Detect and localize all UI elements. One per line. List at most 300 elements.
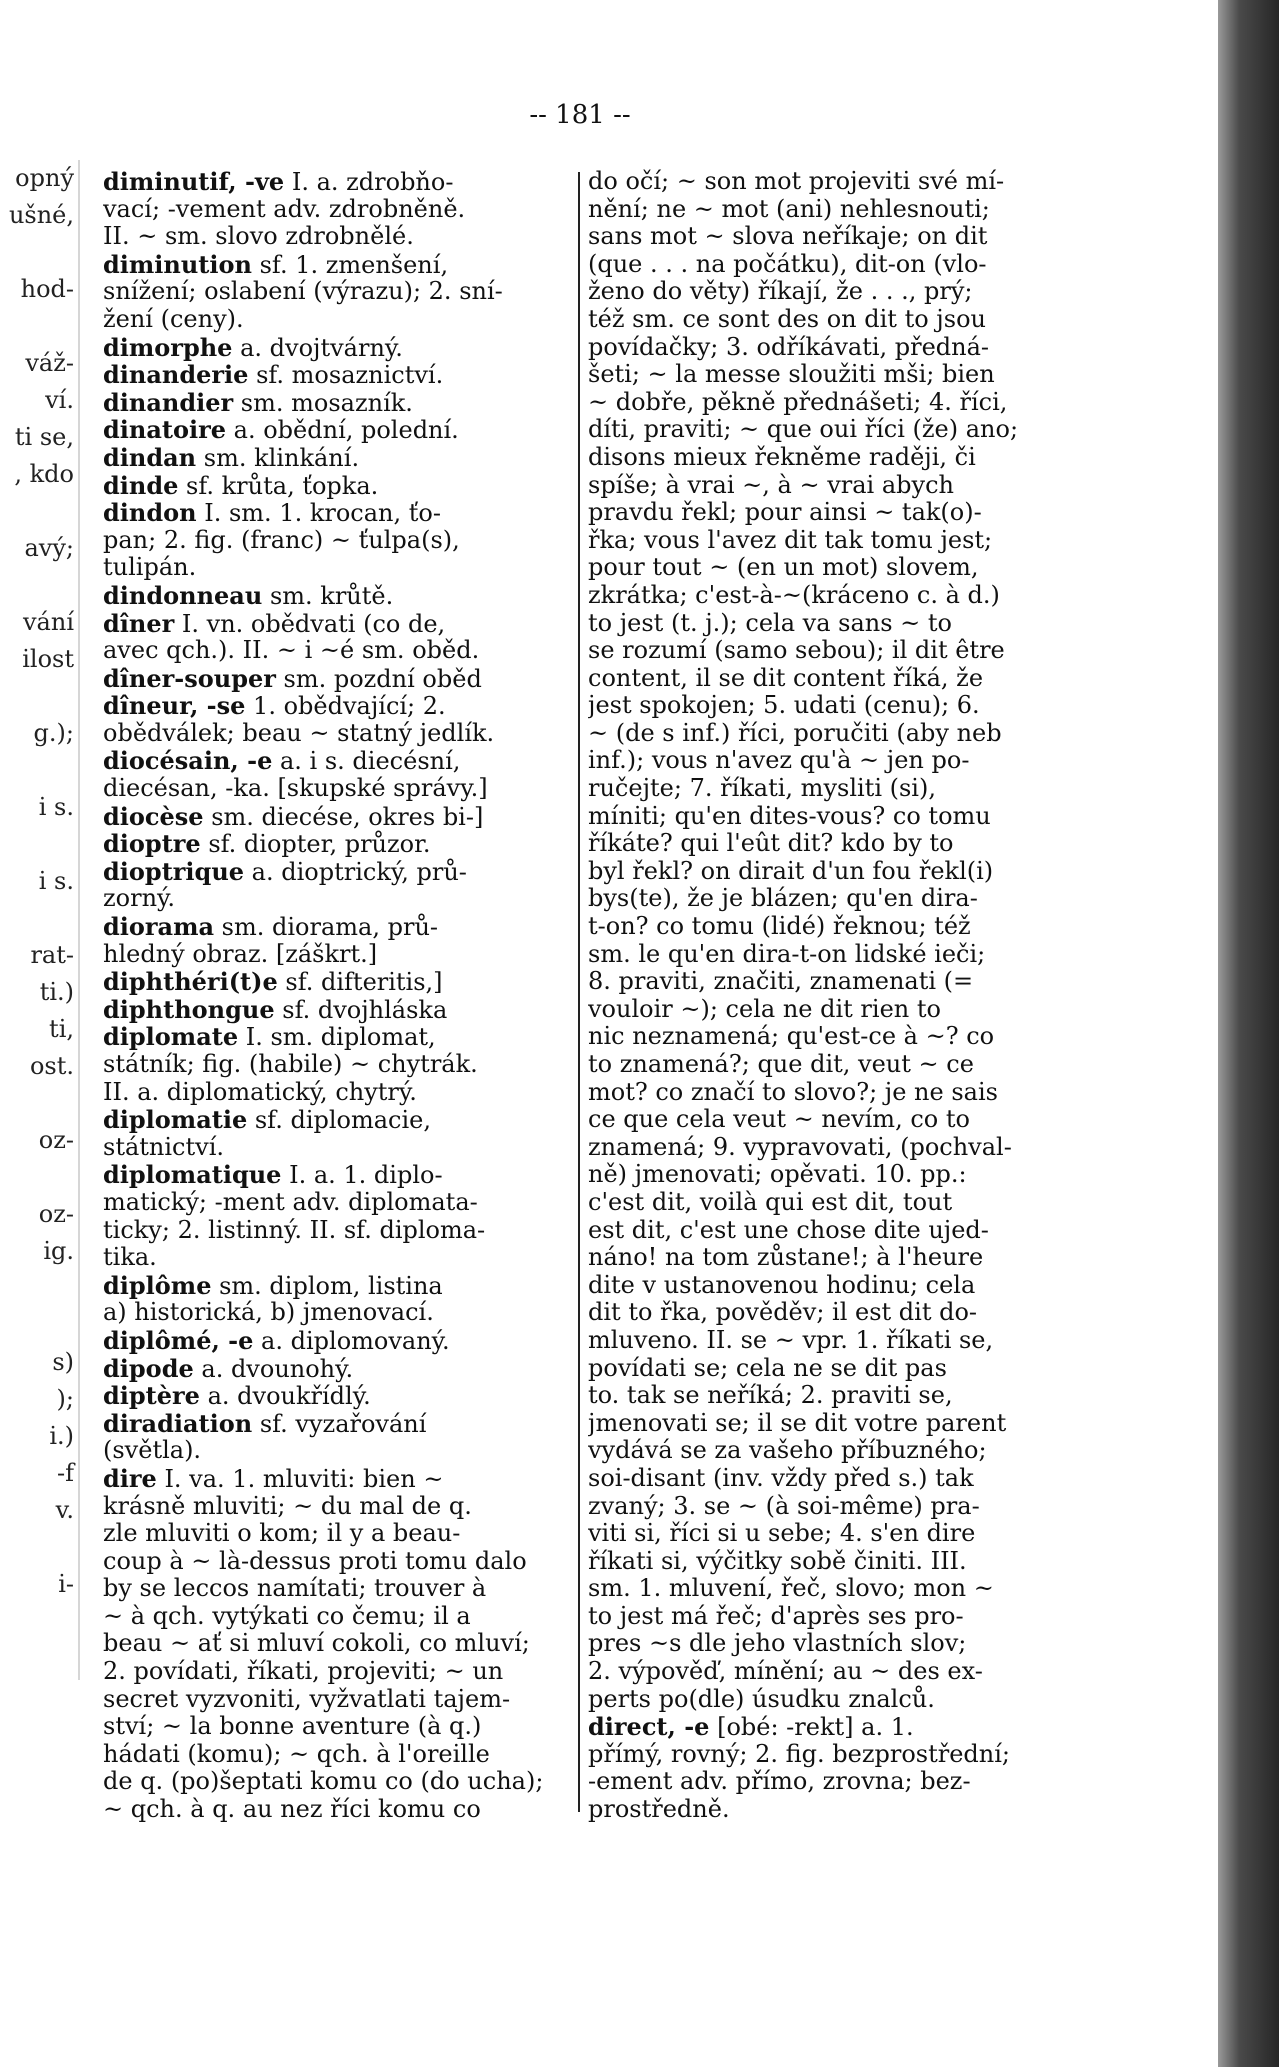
entry-text: byl řekl? on dirait d'un fou řekl(i) — [588, 856, 994, 885]
entry-text: pour tout ~ (en un mot) slovem, — [588, 553, 979, 582]
entry-line — [103, 1051, 573, 1079]
previous-page-fragment: v. — [55, 1496, 74, 1524]
previous-page-fragment: g.); — [33, 719, 74, 747]
entry-line — [103, 830, 573, 858]
headword: diphthéri(t)e — [103, 967, 278, 997]
entry-text: sm. 1. mluvení, řeč, slovo; mon ~ — [588, 1574, 994, 1603]
headword: dire — [103, 1463, 157, 1493]
entry-line — [588, 885, 1068, 913]
entry-text: ticky; 2. listinný. II. sf. diploma- — [103, 1215, 486, 1244]
previous-page-fragment — [0, 1640, 78, 1677]
entry-text: sf. diplomacie, — [247, 1106, 432, 1135]
entry-text: a. dvoukřídlý. — [199, 1382, 371, 1411]
entry-text: vouloir ~); cela ne dit rien to — [588, 994, 941, 1023]
entry-text: soi-disant (inv. vždy před s.) tak — [588, 1463, 974, 1492]
entry-text: [obé: -rekt] a. 1. — [709, 1713, 914, 1742]
headword: diorama — [103, 912, 215, 942]
entry-text: tulipán. — [103, 553, 197, 582]
entry-line — [103, 582, 573, 610]
entry-line — [103, 692, 573, 720]
entry-text: zvaný; 3. se ~ (à soi-même) pra- — [588, 1491, 980, 1520]
entry-line — [588, 1713, 1068, 1741]
headword: dîner-souper — [103, 663, 276, 693]
previous-page-fragment — [0, 900, 78, 937]
entry-text: obědválek; beau ~ statný jedlík. — [103, 718, 495, 747]
right-column — [588, 168, 1068, 1824]
entry-line — [588, 1189, 1068, 1217]
entry-line — [103, 637, 573, 665]
entry-line — [588, 1630, 1068, 1658]
entry-text: I. vn. obědvati (co de, — [174, 609, 446, 638]
entry-line — [588, 196, 1068, 224]
entry-text: hádati (komu); ~ qch. à l'oreille — [103, 1739, 490, 1768]
entry-line — [588, 1161, 1068, 1189]
entry-text: de q. (po)šeptati komu co (do ucha); — [103, 1767, 544, 1796]
entry-text: též sm. ce sont des on dit to jsou — [588, 304, 986, 333]
entry-text: jmenovati se; il se dit votre parent — [588, 1408, 1007, 1437]
entry-text: šeti; ~ la messe sloužiti mši; bien — [588, 360, 995, 389]
entry-line — [588, 527, 1068, 555]
entry-line — [588, 278, 1068, 306]
entry-text: II. ~ sm. slovo zdrobnělé. — [103, 222, 414, 251]
entry-text: sm. le qu'en dira-t-on lidské ieči; — [588, 939, 986, 968]
previous-page-fragment: ti.) — [39, 978, 74, 1006]
left-column — [103, 168, 573, 1824]
entry-text: matický; -ment adv. diplomata- — [103, 1187, 478, 1216]
entry-line — [103, 1493, 573, 1521]
scan-edge — [1218, 0, 1279, 2067]
entry-text: bys(te), že je blázen; qu'en dira- — [588, 884, 978, 913]
entry-text: t-on? co tomu (lidé) řeknou; též — [588, 912, 971, 941]
headword: diocésain, -e — [103, 746, 273, 776]
entry-line — [588, 1217, 1068, 1245]
entry-line — [103, 1465, 573, 1493]
headword: diplôme — [103, 1270, 212, 1300]
entry-text: krásně mluviti; ~ du mal de q. — [103, 1491, 472, 1520]
entry-line — [103, 610, 573, 638]
previous-page-fragment — [0, 567, 78, 604]
entry-text: 2. výpověď, mínění; au ~ des ex- — [588, 1657, 983, 1686]
entry-line — [103, 720, 573, 748]
entry-line — [103, 1327, 573, 1355]
entry-text: I. va. 1. mluviti: bien ~ — [156, 1464, 444, 1493]
previous-page-fragment: oz- — [38, 1126, 74, 1154]
previous-page-fragment: hod- — [20, 275, 74, 303]
entry-text: sf. mosaznictví. — [248, 361, 444, 390]
entry-text: povídati se; cela ne se dit pas — [588, 1353, 947, 1382]
previous-page-fragment: ilost — [22, 645, 74, 673]
previous-page-fragment: ); — [56, 1385, 74, 1413]
entry-line — [103, 361, 573, 389]
headword: dioptre — [103, 829, 201, 859]
entry-text: to jest má řeč; d'après ses pro- — [588, 1601, 964, 1630]
entry-line — [103, 1548, 573, 1576]
entry-text: prostředně. — [588, 1795, 730, 1824]
entry-text: snížení; oslabení (výrazu); 2. sní- — [103, 277, 503, 306]
entry-line — [103, 1382, 573, 1410]
entry-line — [103, 1741, 573, 1769]
entry-text: by se leccos namítati; trouver à — [103, 1574, 487, 1603]
entry-text: I. sm. diplomat, — [238, 1023, 436, 1052]
entry-text: mluveno. II. se ~ vpr. 1. říkati se, — [588, 1325, 994, 1354]
entry-text: ~ (de s inf.) říci, poručiti (aby neb — [588, 718, 1002, 747]
entry-line — [103, 1768, 573, 1796]
entry-line — [588, 1741, 1068, 1769]
entry-text: povídačky; 3. odříkávati, předná- — [588, 332, 990, 361]
previous-page-fragment: váž- — [25, 349, 74, 377]
entry-text: 2. povídati, říkati, projeviti; ~ un — [103, 1657, 504, 1686]
entry-line — [103, 885, 573, 913]
entry-text: sf. krůta, ťopka. — [178, 471, 379, 500]
entry-text: říkáte? qui l'eût dit? kdo by to — [588, 829, 954, 858]
entry-text: znamená; 9. vypravovati, (pochval- — [588, 1132, 1012, 1161]
entry-text: ručejte; 7. říkati, mysliti (si), — [588, 774, 936, 803]
entry-line — [588, 499, 1068, 527]
previous-page-fragment: ost. — [29, 1052, 74, 1080]
entry-text: státník; fig. (habile) ~ chytrák. — [103, 1050, 478, 1078]
headword: diphthongue — [103, 994, 275, 1024]
entry-text: vací; -vement adv. zdrobněně. — [103, 194, 466, 223]
entry-line — [103, 1658, 573, 1686]
entry-text: (que . . . na počátku), dit-on (vlo- — [588, 249, 987, 278]
entry-line — [588, 1437, 1068, 1465]
entry-text: secret vyzvoniti, vyžvatlati tajem- — [103, 1684, 511, 1713]
entry-text: 1. obědvající; 2. — [245, 692, 446, 721]
headword: diplomatie — [103, 1105, 248, 1135]
headword: dindan — [103, 442, 197, 472]
entry-text: coup à ~ là-dessus proti tomu dalo — [103, 1546, 527, 1575]
entry-text: avec qch.). II. ~ i ~é sm. oběd. — [103, 636, 480, 665]
entry-line — [588, 472, 1068, 500]
entry-text: sm. mosazník. — [233, 388, 413, 417]
entry-line — [588, 1796, 1068, 1824]
entry-line — [588, 1051, 1068, 1079]
entry-text: sf. difteritis,] — [277, 968, 443, 997]
entry-text: sans mot ~ slova neříkaje; on dit — [588, 222, 988, 251]
entry-line — [103, 527, 573, 555]
entry-text: disons mieux řekněme raději, či — [588, 442, 976, 471]
entry-text: nění; ne ~ mot (ani) nehlesnouti; — [588, 194, 990, 223]
previous-page-fragment: ti se, — [14, 423, 74, 451]
entry-line — [103, 996, 573, 1024]
entry-text: ně) jmenovati; opěvati. 10. pp.: — [588, 1160, 967, 1189]
entry-text: ~ à qch. vytýkati co čemu; il a — [103, 1601, 471, 1630]
entry-text: c'est dit, voilà qui est dit, tout — [588, 1187, 953, 1216]
entry-text: dit to řka, pověděv; il est dit do- — [588, 1298, 978, 1327]
entry-line — [103, 1410, 573, 1438]
entry-text: to. tak se neříká; 2. praviti se, — [588, 1381, 953, 1410]
entry-line — [103, 1630, 573, 1658]
entry-line — [588, 334, 1068, 362]
entry-line — [588, 1327, 1068, 1355]
entry-text: a. obědní, polední. — [226, 416, 459, 445]
entry-text: I. a. zdrobňo- — [284, 168, 454, 196]
entry-line — [588, 1548, 1068, 1576]
entry-text: sm. krůtě. — [262, 581, 394, 610]
previous-page-fragment — [0, 752, 78, 789]
headword: dindon — [103, 498, 197, 528]
entry-line — [588, 747, 1068, 775]
previous-page-fragment: ti, — [49, 1015, 74, 1043]
entry-line — [588, 775, 1068, 803]
entry-text: říkati si, výčitky sobě činiti. III. — [588, 1546, 967, 1575]
entry-text: náno! na tom zůstane!; à l'heure — [588, 1243, 984, 1272]
headword: dipode — [103, 1353, 194, 1383]
entry-line — [588, 168, 1068, 196]
entry-text: a. dioptrický, prů- — [244, 857, 467, 886]
entry-text: perts po(dle) úsudku znalců. — [588, 1684, 935, 1713]
entry-text: I. sm. 1. krocan, ťo- — [196, 499, 441, 528]
entry-line — [588, 1575, 1068, 1603]
entry-line — [588, 665, 1068, 693]
entry-line — [588, 1686, 1068, 1714]
entry-line — [103, 747, 573, 775]
entry-line — [588, 1355, 1068, 1383]
previous-page-fragment: , kdo — [14, 460, 74, 488]
headword: dindonneau — [103, 580, 263, 610]
entry-text: zkrátka; c'est-à-~(kráceno c. à d.) — [588, 580, 1000, 609]
entry-line — [588, 720, 1068, 748]
entry-line — [103, 554, 573, 582]
entry-text: diecésan, -ka. [skupské správy.] — [103, 774, 488, 803]
previous-page-fragment — [0, 1085, 78, 1122]
previous-page-fragment — [0, 1307, 78, 1344]
previous-page-fragment: i.) — [49, 1422, 74, 1450]
entry-line — [588, 1768, 1068, 1796]
entry-line — [588, 913, 1068, 941]
entry-line — [103, 334, 573, 362]
page-number: -- 181 -- — [529, 100, 631, 130]
entry-text: mot? co značí to slovo?; je ne sais — [588, 1077, 998, 1106]
previous-page-fragment — [0, 1603, 78, 1640]
entry-line — [588, 361, 1068, 389]
entry-line — [103, 168, 573, 196]
headword: dinanderie — [103, 360, 249, 390]
previous-page-fragment: i- — [58, 1570, 74, 1598]
entry-line — [103, 1134, 573, 1162]
entry-text: spíše; à vrai ~, à ~ vrai abych — [588, 470, 954, 499]
entry-line — [588, 251, 1068, 279]
previous-page-fragment — [0, 493, 78, 530]
entry-text: zorný. — [103, 884, 176, 913]
previous-page-fragment: ušné, — [8, 201, 74, 229]
entry-text: žení (ceny). — [103, 304, 244, 333]
entry-text: a. i s. diecésní, — [272, 747, 461, 776]
entry-text: -ement adv. přímo, zrovna; bez- — [588, 1767, 971, 1796]
entry-line — [588, 1244, 1068, 1272]
entry-text: ~ qch. à q. au nez říci komu co — [103, 1795, 481, 1824]
entry-line — [103, 251, 573, 279]
entry-line — [588, 223, 1068, 251]
headword: diminutif, -ve — [103, 168, 285, 196]
headword: dimorphe — [103, 332, 233, 362]
entry-text: do očí; ~ son mot projeviti své mí- — [588, 168, 1005, 195]
entry-text: (světla). — [103, 1436, 202, 1465]
entry-text: hledný obraz. [záškrt.] — [103, 939, 378, 968]
entry-text: jest spokojen; 5. udati (cenu); 6. — [588, 691, 980, 720]
column-divider — [578, 172, 580, 1812]
entry-line — [588, 1106, 1068, 1134]
entry-text: ce que cela veut ~ nevím, co to — [588, 1105, 970, 1134]
entry-text: míniti; qu'en dites-vous? co tomu — [588, 801, 991, 830]
entry-line — [588, 858, 1068, 886]
entry-line — [103, 1686, 573, 1714]
headword: diplomate — [103, 1022, 239, 1052]
entry-line — [588, 941, 1068, 969]
entry-text: sf. diopter, průzor. — [200, 830, 431, 859]
previous-page-fragment: ví. — [45, 386, 74, 414]
entry-line — [588, 996, 1068, 1024]
entry-text: to znamená?; que dit, veut ~ ce — [588, 1050, 974, 1078]
entry-line — [103, 941, 573, 969]
entry-line — [588, 692, 1068, 720]
entry-text: viti si, říci si u sebe; 4. s'en dire — [588, 1519, 976, 1548]
previous-page-fragment — [0, 234, 78, 271]
entry-line — [103, 1355, 573, 1383]
entry-line — [103, 1520, 573, 1548]
entry-text: pravdu řekl; pour ainsi ~ tak(o)- — [588, 498, 982, 527]
entry-line — [103, 1437, 573, 1465]
entry-text: vydává se za vašeho příbuzného; — [588, 1436, 987, 1465]
entry-line — [588, 830, 1068, 858]
entry-text: I. a. 1. diplo- — [281, 1161, 443, 1190]
previous-page-fragment: rat- — [30, 941, 74, 969]
entry-text: přímý, rovný; 2. fig. bezprostřední; — [588, 1739, 1010, 1768]
headword: dîner — [103, 608, 175, 638]
entry-line — [103, 1106, 573, 1134]
entry-line — [103, 1023, 573, 1051]
entry-line — [588, 1493, 1068, 1521]
headword: dîneur, -se — [103, 691, 246, 721]
previous-page-fragment — [0, 1529, 78, 1566]
previous-page-fragment: opný — [15, 164, 74, 192]
previous-page-fragment — [0, 308, 78, 345]
entry-line — [103, 1189, 573, 1217]
entry-text: sf. 1. zmenšení, — [251, 250, 449, 279]
entry-text: nic neznamená; qu'est-ce à ~? co — [588, 1022, 995, 1051]
entry-line — [103, 472, 573, 500]
headword: dinde — [103, 470, 179, 500]
entry-text: tika. — [103, 1243, 157, 1272]
entry-line — [588, 1658, 1068, 1686]
entry-line — [588, 582, 1068, 610]
entry-line — [588, 1079, 1068, 1107]
entry-text: inf.); vous n'avez qu'à ~ jen po- — [588, 746, 970, 775]
entry-text: sf. vyzařování — [252, 1409, 427, 1438]
headword: direct, -e — [588, 1712, 710, 1742]
entry-line — [588, 1603, 1068, 1631]
previous-page-fragment — [0, 678, 78, 715]
headword: diplomatique — [103, 1160, 282, 1190]
entry-line — [103, 1079, 573, 1107]
previous-page-fragment — [0, 1270, 78, 1307]
previous-page-fragment: ig. — [43, 1237, 74, 1265]
entry-line — [103, 1603, 573, 1631]
entry-line — [103, 416, 573, 444]
entry-line — [588, 389, 1068, 417]
entry-line — [103, 444, 573, 472]
entry-line — [103, 223, 573, 251]
entry-line — [103, 1713, 573, 1741]
entry-line — [103, 1217, 573, 1245]
previous-page-fragment: i s. — [38, 793, 74, 821]
entry-text: a) historická, b) jmenovací. — [103, 1298, 434, 1327]
entry-line — [103, 1244, 573, 1272]
entry-text: se rozumí (samo sebou); il dit être — [588, 636, 1005, 665]
entry-line — [103, 499, 573, 527]
entry-text: státnictví. — [103, 1132, 224, 1161]
entry-line — [588, 416, 1068, 444]
entry-text: ství; ~ la bonne aventure (à q.) — [103, 1712, 482, 1741]
entry-line — [103, 665, 573, 693]
headword: diplômé, -e — [103, 1325, 254, 1355]
entry-text: pres ~s dle jeho vlastních slov; — [588, 1629, 967, 1658]
previous-page-fragment — [0, 826, 78, 863]
previous-page-fragment: avý; — [24, 534, 74, 562]
headword: diptère — [103, 1381, 200, 1411]
headword: dioptrique — [103, 856, 245, 886]
entry-text: II. a. diplomatický, chytrý. — [103, 1077, 417, 1106]
entry-line — [103, 858, 573, 886]
entry-line — [588, 306, 1068, 334]
entry-line — [103, 913, 573, 941]
previous-page-fragment: vání — [23, 608, 74, 636]
entry-line — [588, 1023, 1068, 1051]
entry-text: sm. diecése, okres bi-] — [203, 802, 484, 831]
previous-page-fragment: s) — [52, 1348, 74, 1376]
previous-page-fragment: i s. — [38, 867, 74, 895]
entry-text: 8. praviti, značiti, znamenati (= — [588, 967, 974, 996]
entry-line — [588, 444, 1068, 472]
entry-text: a. diplomovaný. — [253, 1326, 450, 1355]
entry-text: pan; 2. fig. (franc) ~ ťulpa(s), — [103, 525, 460, 554]
previous-page-fragment: oz- — [38, 1200, 74, 1228]
entry-text: sm. diorama, prů- — [214, 913, 439, 942]
previous-page-edge — [0, 160, 80, 1680]
headword: diminution — [103, 249, 252, 279]
entry-text: a. dvojtvárný. — [232, 333, 403, 362]
entry-line — [588, 554, 1068, 582]
entry-line — [588, 1465, 1068, 1493]
entry-line — [103, 968, 573, 996]
entry-text: sm. pozdní oběd — [275, 664, 482, 693]
entry-text: dite v ustanovenou hodinu; cela — [588, 1270, 976, 1299]
entry-line — [588, 1299, 1068, 1327]
entry-text: zle mluviti o kom; il y a beau- — [103, 1519, 461, 1548]
entry-line — [103, 196, 573, 224]
entry-text: ~ dobře, pěkně přednášeti; 4. říci, — [588, 387, 1008, 416]
headword: dinatoire — [103, 415, 227, 445]
entry-text: content, il se dit content říká, že — [588, 663, 984, 692]
entry-text: beau ~ ať si mluví cokoli, co mluví; — [103, 1629, 530, 1658]
entry-line — [588, 610, 1068, 638]
entry-text: a. dvounohý. — [193, 1354, 354, 1383]
entry-line — [103, 1575, 573, 1603]
headword: diocèse — [103, 801, 204, 831]
entry-text: sm. klinkání. — [196, 443, 360, 472]
entry-text: to jest (t. j.); cela va sans ~ to — [588, 608, 952, 637]
entry-line — [588, 637, 1068, 665]
entry-line — [103, 1796, 573, 1824]
entry-line — [588, 1134, 1068, 1162]
entry-line — [588, 1382, 1068, 1410]
entry-line — [103, 306, 573, 334]
headword: dinandier — [103, 387, 234, 417]
entry-line — [103, 1272, 573, 1300]
previous-page-fragment — [0, 1159, 78, 1196]
entry-line — [588, 968, 1068, 996]
entry-line — [588, 1272, 1068, 1300]
